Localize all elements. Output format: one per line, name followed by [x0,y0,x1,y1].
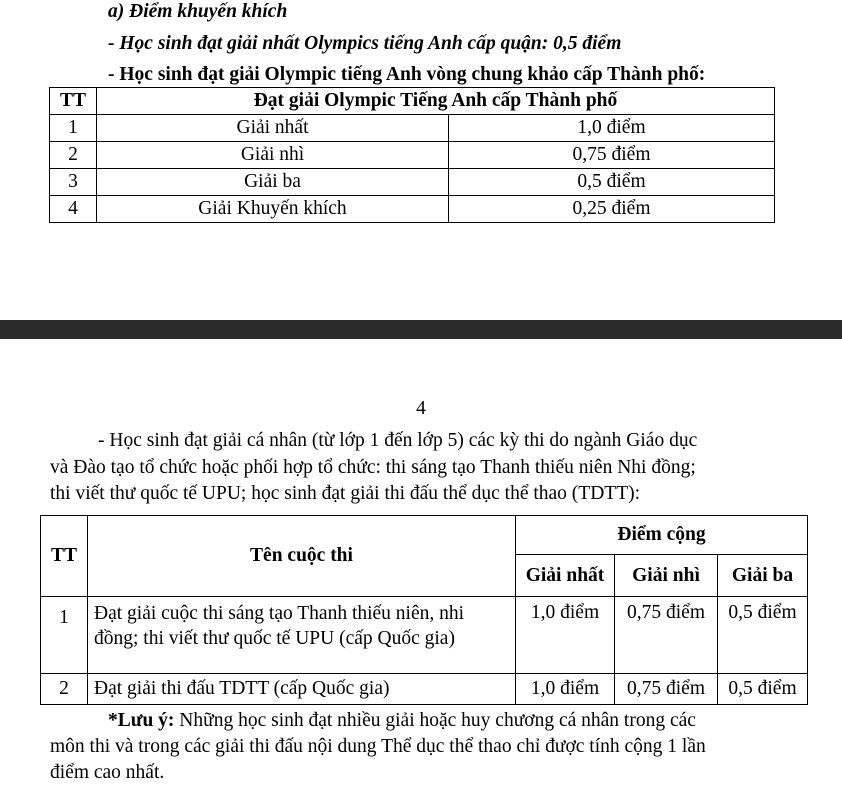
cell-tt: 4 [50,196,97,223]
cell-prize: Giải Khuyến khích [97,196,449,223]
header-third-prize: Giải ba [718,555,808,597]
section-heading: a) Điểm khuyến khích [108,1,288,22]
bullet-city-olympic: - Học sinh đạt giải Olympic tiếng Anh vòng chung khảo cấp Thành phố: [108,64,706,85]
intro-line-3: thi viết thư quốc tế UPU; học sinh đạt giải thi đấu thể dục thể thao (TDTT): [50,483,641,504]
table-row [41,597,808,674]
header-competition-name: Tên cuộc thi [88,516,516,597]
note-label: *Lưu ý: [108,710,175,731]
bullet-district-olympics: - Học sinh đạt giải nhất Olympics tiếng Anh cấp quận: 0,5 điểm [108,33,622,54]
cell-third-prize: 0,5 điểm [718,597,808,674]
note-line-2: môn thi và trong các giải thi đấu nội dung Thể dục thể thao chỉ được tính cộng 1 lần [50,736,706,757]
bottom-page [0,339,842,787]
cell-tt: 1 [50,115,97,142]
competition-name-line-2: đồng; thi viết thư quốc tế UPU (cấp Quốc gia) [94,628,455,649]
header-first-prize: Giải nhất [516,555,615,597]
cell-points: 0,25 điểm [449,196,775,223]
cell-third-prize: 0,5 điểm [718,674,808,705]
cell-competition-name: Đạt giải thi đấu TDTT (cấp Quốc gia) [88,674,516,705]
cell-tt: 2 [41,674,88,705]
note-line-1 [108,710,696,732]
cell-points: 0,5 điểm [449,169,775,196]
header-tt: TT [50,88,97,115]
table-header-row [41,516,808,555]
table-row [50,196,775,223]
intro-line-2: và Đào tạo tổ chức hoặc phối hợp tổ chức: thi sáng tạo Thanh thiếu niên Nhi đồng; [50,457,696,478]
intro-line-1: - Học sinh đạt giải cá nhân (từ lớp 1 đến lớp 5) các kỳ thi do ngành Giáo dục [98,430,698,451]
note-line-3: điểm cao nhất. [50,762,165,783]
cell-second-prize: 0,75 điểm [615,674,718,705]
cell-tt: 1 [41,597,88,674]
cell-tt: 3 [50,169,97,196]
competition-name-line-1: Đạt giải cuộc thi sáng tạo Thanh thiếu niên, nhi [94,603,465,624]
cell-prize: Giải nhất [97,115,449,142]
note-text: Những học sinh đạt nhiều giải hoặc huy chương cá nhân trong các [174,710,696,731]
cell-prize: Giải nhì [97,142,449,169]
header-prize: Đạt giải Olympic Tiếng Anh cấp Thành phố [97,88,775,115]
header-tt: TT [41,516,88,597]
competition-table [40,515,808,705]
cell-first-prize: 1,0 điểm [516,674,615,705]
table-row [41,674,808,705]
cell-tt: 2 [50,142,97,169]
header-second-prize: Giải nhì [615,555,718,597]
top-page [0,0,842,320]
table-header-row [50,88,775,115]
page-separator [0,320,842,339]
table-row [50,169,775,196]
header-bonus-points: Điểm cộng [516,516,808,555]
table-row [50,142,775,169]
cell-first-prize: 1,0 điểm [516,597,615,674]
cell-points: 1,0 điểm [449,115,775,142]
cell-prize: Giải ba [97,169,449,196]
table-row [50,115,775,142]
city-olympic-table [49,87,775,223]
cell-competition-name [88,597,516,674]
cell-points: 0,75 điểm [449,142,775,169]
cell-second-prize: 0,75 điểm [615,597,718,674]
page-number: 4 [416,398,426,419]
